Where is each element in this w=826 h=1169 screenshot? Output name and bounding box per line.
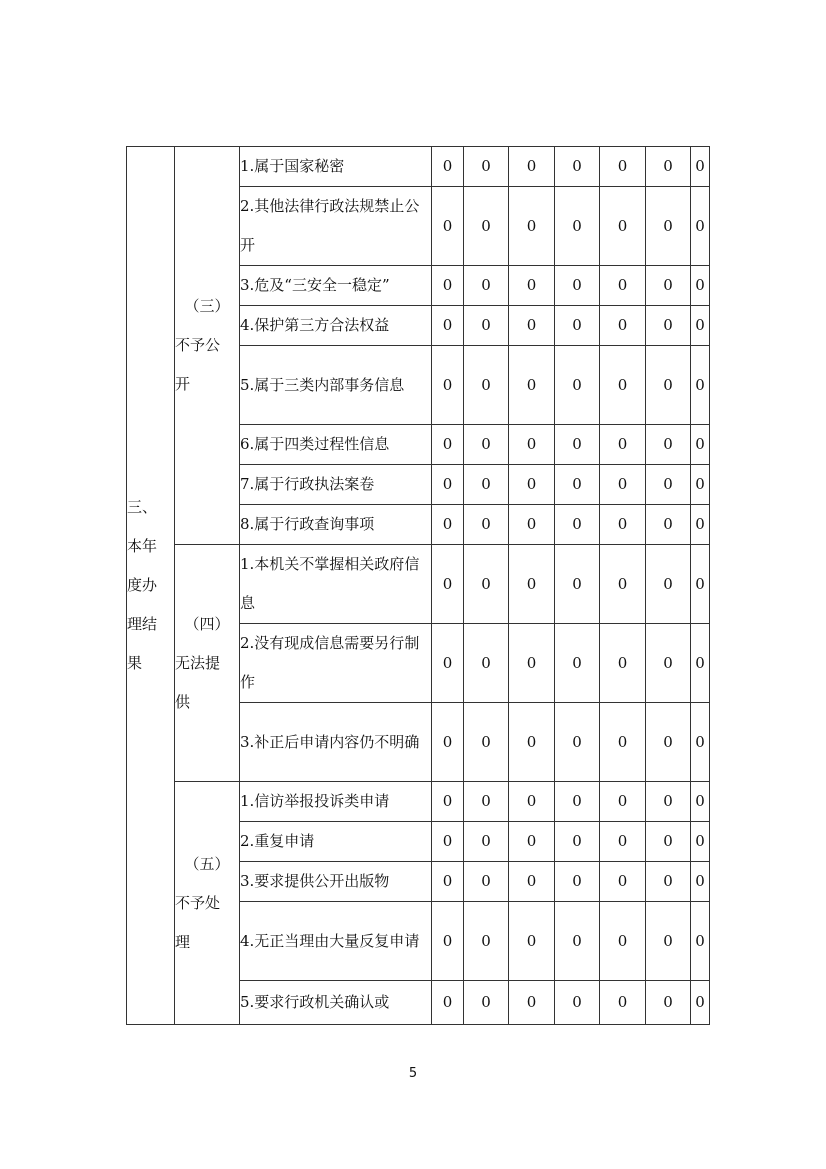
- value-cell: 0: [509, 147, 555, 187]
- value-cell: 0: [691, 902, 710, 981]
- group-title: 不予处理: [175, 893, 221, 951]
- value-cell: 0: [646, 266, 691, 306]
- item-label: 1.属于国家秘密: [240, 147, 432, 187]
- value-cell: 0: [691, 306, 710, 346]
- value-cell: 0: [464, 703, 509, 782]
- value-cell: 0: [646, 187, 691, 266]
- value-cell: 0: [432, 703, 464, 782]
- page-number: 5: [408, 1066, 418, 1081]
- value-cell: 0: [555, 147, 600, 187]
- item-label: 5.属于三类内部事务信息: [240, 346, 432, 425]
- value-cell: 0: [555, 425, 600, 465]
- value-cell: 0: [432, 306, 464, 346]
- value-cell: 0: [464, 624, 509, 703]
- value-cell: 0: [600, 981, 646, 1025]
- value-cell: 0: [691, 346, 710, 425]
- value-cell: 0: [691, 862, 710, 902]
- value-cell: 0: [600, 505, 646, 545]
- value-cell: 0: [555, 902, 600, 981]
- value-cell: 0: [509, 425, 555, 465]
- value-cell: 0: [464, 306, 509, 346]
- value-cell: 0: [555, 545, 600, 624]
- value-cell: 0: [555, 505, 600, 545]
- value-cell: 0: [464, 346, 509, 425]
- value-cell: 0: [600, 782, 646, 822]
- value-cell: 0: [600, 266, 646, 306]
- group-number: （五）: [184, 854, 230, 873]
- group-label-cell: [175, 545, 240, 782]
- value-cell: 0: [509, 465, 555, 505]
- value-cell: 0: [691, 266, 710, 306]
- value-cell: 0: [432, 545, 464, 624]
- value-cell: 0: [646, 346, 691, 425]
- value-cell: 0: [691, 147, 710, 187]
- value-cell: 0: [646, 902, 691, 981]
- value-cell: 0: [646, 545, 691, 624]
- value-cell: 0: [600, 147, 646, 187]
- value-cell: 0: [555, 862, 600, 902]
- group-label-cell: [175, 147, 240, 545]
- value-cell: 0: [509, 306, 555, 346]
- value-cell: 0: [555, 624, 600, 703]
- item-label: 2.没有现成信息需要另行制作: [240, 624, 432, 703]
- table-row: [127, 147, 710, 187]
- value-cell: 0: [646, 862, 691, 902]
- value-cell: 0: [555, 306, 600, 346]
- value-cell: 0: [432, 822, 464, 862]
- value-cell: 0: [464, 266, 509, 306]
- value-cell: 0: [600, 306, 646, 346]
- value-cell: 0: [464, 981, 509, 1025]
- value-cell: 0: [600, 425, 646, 465]
- value-cell: 0: [600, 346, 646, 425]
- value-cell: 0: [509, 862, 555, 902]
- value-cell: 0: [509, 505, 555, 545]
- value-cell: 0: [646, 425, 691, 465]
- item-label: 4.保护第三方合法权益: [240, 306, 432, 346]
- value-cell: 0: [464, 822, 509, 862]
- value-cell: 0: [509, 187, 555, 266]
- value-cell: 0: [432, 147, 464, 187]
- item-label: 2.其他法律行政法规禁止公开: [240, 187, 432, 266]
- value-cell: 0: [600, 545, 646, 624]
- value-cell: 0: [691, 981, 710, 1025]
- value-cell: 0: [464, 545, 509, 624]
- value-cell: 0: [432, 346, 464, 425]
- value-cell: 0: [432, 782, 464, 822]
- value-cell: 0: [555, 266, 600, 306]
- value-cell: 0: [509, 902, 555, 981]
- value-cell: 0: [432, 505, 464, 545]
- value-cell: 0: [600, 822, 646, 862]
- item-label: 5.要求行政机关确认或: [240, 981, 432, 1025]
- value-cell: 0: [691, 465, 710, 505]
- value-cell: 0: [691, 505, 710, 545]
- value-cell: 0: [555, 703, 600, 782]
- value-cell: 0: [691, 624, 710, 703]
- value-cell: 0: [691, 703, 710, 782]
- item-label: 8.属于行政查询事项: [240, 505, 432, 545]
- value-cell: 0: [646, 981, 691, 1025]
- value-cell: 0: [555, 187, 600, 266]
- value-cell: 0: [600, 862, 646, 902]
- value-cell: 0: [600, 902, 646, 981]
- value-cell: 0: [464, 782, 509, 822]
- value-cell: 0: [691, 545, 710, 624]
- value-cell: 0: [691, 187, 710, 266]
- value-cell: 0: [509, 981, 555, 1025]
- value-cell: 0: [646, 465, 691, 505]
- table-body: [127, 147, 710, 1025]
- value-cell: 0: [509, 822, 555, 862]
- section-label-cell: [127, 147, 175, 1025]
- value-cell: 0: [432, 981, 464, 1025]
- value-cell: 0: [555, 822, 600, 862]
- section-label-top: 三、: [127, 498, 158, 516]
- value-cell: 0: [432, 624, 464, 703]
- value-cell: 0: [646, 147, 691, 187]
- value-cell: 0: [509, 545, 555, 624]
- value-cell: 0: [432, 187, 464, 266]
- value-cell: 0: [432, 465, 464, 505]
- value-cell: 0: [432, 902, 464, 981]
- value-cell: 0: [509, 624, 555, 703]
- value-cell: 0: [464, 147, 509, 187]
- value-cell: 0: [464, 425, 509, 465]
- value-cell: 0: [464, 505, 509, 545]
- value-cell: 0: [432, 862, 464, 902]
- value-cell: 0: [600, 187, 646, 266]
- value-cell: 0: [509, 703, 555, 782]
- item-label: 3.危及“三安全一稳定”: [240, 266, 432, 306]
- value-cell: 0: [646, 306, 691, 346]
- value-cell: 0: [646, 782, 691, 822]
- value-cell: 0: [555, 465, 600, 505]
- group-label-cell: [175, 782, 240, 1025]
- group-title: 不予公开: [175, 336, 221, 393]
- item-label: 2.重复申请: [240, 822, 432, 862]
- value-cell: 0: [509, 346, 555, 425]
- group-number: （三）: [184, 297, 230, 315]
- item-label: 4.无正当理由大量反复申请: [240, 902, 432, 981]
- value-cell: 0: [646, 624, 691, 703]
- value-cell: 0: [600, 703, 646, 782]
- value-cell: 0: [600, 465, 646, 505]
- table-row: [127, 545, 710, 624]
- group-number: （四）: [184, 614, 230, 633]
- value-cell: 0: [646, 703, 691, 782]
- value-cell: 0: [691, 782, 710, 822]
- item-label: 6.属于四类过程性信息: [240, 425, 432, 465]
- value-cell: 0: [691, 822, 710, 862]
- item-label: 3.补正后申请内容仍不明确: [240, 703, 432, 782]
- item-label: 3.要求提供公开出版物: [240, 862, 432, 902]
- item-label: 1.本机关不掌握相关政府信息: [240, 545, 432, 624]
- value-cell: 0: [555, 346, 600, 425]
- value-cell: 0: [432, 266, 464, 306]
- value-cell: 0: [691, 425, 710, 465]
- section-label: 本年度办理结果: [127, 537, 158, 672]
- value-cell: 0: [464, 902, 509, 981]
- value-cell: 0: [464, 465, 509, 505]
- value-cell: 0: [464, 862, 509, 902]
- value-cell: 0: [646, 822, 691, 862]
- value-cell: 0: [464, 187, 509, 266]
- statistics-table: [126, 146, 710, 1025]
- value-cell: 0: [646, 505, 691, 545]
- table-row: [127, 782, 710, 822]
- value-cell: 0: [509, 782, 555, 822]
- item-label: 1.信访举报投诉类申请: [240, 782, 432, 822]
- value-cell: 0: [432, 425, 464, 465]
- item-label: 7.属于行政执法案卷: [240, 465, 432, 505]
- value-cell: 0: [555, 981, 600, 1025]
- value-cell: 0: [509, 266, 555, 306]
- value-cell: 0: [555, 782, 600, 822]
- value-cell: 0: [600, 624, 646, 703]
- group-title: 无法提供: [175, 653, 221, 711]
